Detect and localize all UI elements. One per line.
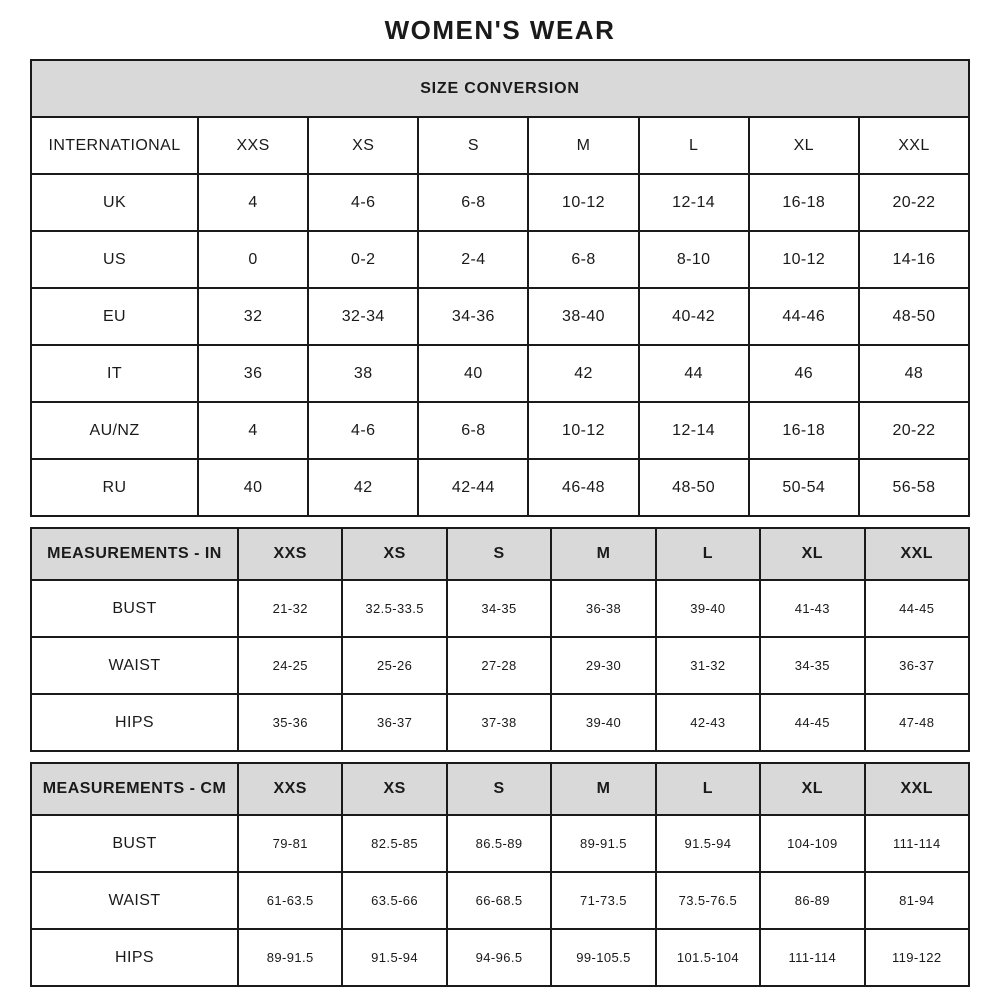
value-cell: 2-4 [418,231,528,288]
value-cell: 0 [198,231,308,288]
value-cell: 63.5-66 [342,872,446,929]
value-cell: 21-32 [238,580,342,637]
row-label-cell: UK [31,174,198,231]
value-cell: 81-94 [865,872,969,929]
value-cell: 6-8 [528,231,638,288]
value-cell: 44-45 [760,694,864,751]
size-chart-page [30,0,970,987]
value-cell: 4 [198,174,308,231]
value-cell: 39-40 [656,580,760,637]
page-title: WOMEN'S WEAR [384,15,616,45]
value-cell: 41-43 [760,580,864,637]
value-cell: 10-12 [749,231,859,288]
row-label-cell: HIPS [31,929,238,986]
value-cell: 48 [859,345,969,402]
value-cell: 34-35 [447,580,551,637]
value-cell: 34-36 [418,288,528,345]
column-header-cell: M [551,528,655,580]
value-cell: 6-8 [418,174,528,231]
column-header-cell: L [639,117,749,174]
row-label-cell: IT [31,345,198,402]
measurements-in-table [30,527,970,752]
value-cell: 46 [749,345,859,402]
table-row [31,459,969,516]
value-cell: 24-25 [238,637,342,694]
row-label-cell: HIPS [31,694,238,751]
column-header-cell: XL [760,528,864,580]
row-label-cell: WAIST [31,637,238,694]
value-cell: 89-91.5 [238,929,342,986]
value-cell: 16-18 [749,402,859,459]
value-cell: 46-48 [528,459,638,516]
value-cell: 25-26 [342,637,446,694]
table-row [31,872,969,929]
row-label-cell: WAIST [31,872,238,929]
value-cell: 86-89 [760,872,864,929]
value-cell: 12-14 [639,174,749,231]
value-cell: 20-22 [859,174,969,231]
column-header-cell: L [656,528,760,580]
column-header-row [31,763,969,815]
row-label-cell: BUST [31,580,238,637]
value-cell: 35-36 [238,694,342,751]
column-header-cell: XS [342,528,446,580]
value-cell: 44 [639,345,749,402]
column-header-row [31,528,969,580]
value-cell: 42 [308,459,418,516]
value-cell: 82.5-85 [342,815,446,872]
value-cell: 0-2 [308,231,418,288]
value-cell: 40 [198,459,308,516]
value-cell: 101.5-104 [656,929,760,986]
value-cell: 32.5-33.5 [342,580,446,637]
value-cell: 44-45 [865,580,969,637]
value-cell: 36-38 [551,580,655,637]
value-cell: 111-114 [865,815,969,872]
column-header-cell: S [418,117,528,174]
table-row [31,174,969,231]
column-header-cell: XXS [198,117,308,174]
value-cell: 94-96.5 [447,929,551,986]
table-row [31,929,969,986]
value-cell: 4-6 [308,402,418,459]
value-cell: 12-14 [639,402,749,459]
value-cell: 27-28 [447,637,551,694]
value-cell: 42-43 [656,694,760,751]
value-cell: 36-37 [865,637,969,694]
value-cell: 4 [198,402,308,459]
value-cell: 99-105.5 [551,929,655,986]
value-cell: 91.5-94 [342,929,446,986]
table-row [31,402,969,459]
column-header-cell: XL [760,763,864,815]
table-row [31,288,969,345]
column-header-row [31,117,969,174]
column-header-cell: M [551,763,655,815]
value-cell: 29-30 [551,637,655,694]
column-header-cell: XXL [859,117,969,174]
value-cell: 86.5-89 [447,815,551,872]
value-cell: 79-81 [238,815,342,872]
value-cell: 16-18 [749,174,859,231]
column-header-cell: XXS [238,528,342,580]
value-cell: 10-12 [528,174,638,231]
column-header-cell: L [656,763,760,815]
row-label-cell: US [31,231,198,288]
value-cell: 104-109 [760,815,864,872]
table-title-cell: MEASUREMENTS - CM [31,763,238,815]
value-cell: 32 [198,288,308,345]
table-row [31,637,969,694]
value-cell: 4-6 [308,174,418,231]
column-header-cell: S [447,763,551,815]
value-cell: 91.5-94 [656,815,760,872]
table-row [31,815,969,872]
table-row [31,345,969,402]
value-cell: 14-16 [859,231,969,288]
value-cell: 42 [528,345,638,402]
value-cell: 38 [308,345,418,402]
value-cell: 39-40 [551,694,655,751]
column-header-cell: M [528,117,638,174]
value-cell: 119-122 [865,929,969,986]
table-banner-row [31,60,969,117]
value-cell: 111-114 [760,929,864,986]
value-cell: 71-73.5 [551,872,655,929]
row-label-cell: RU [31,459,198,516]
table-title-cell: INTERNATIONAL [31,117,198,174]
value-cell: 73.5-76.5 [656,872,760,929]
column-header-cell: S [447,528,551,580]
column-header-cell: XL [749,117,859,174]
value-cell: 47-48 [865,694,969,751]
row-label-cell: EU [31,288,198,345]
value-cell: 10-12 [528,402,638,459]
value-cell: 20-22 [859,402,969,459]
value-cell: 8-10 [639,231,749,288]
value-cell: 36 [198,345,308,402]
value-cell: 56-58 [859,459,969,516]
value-cell: 34-35 [760,637,864,694]
value-cell: 37-38 [447,694,551,751]
measurements-cm-table [30,762,970,987]
table-title-cell: MEASUREMENTS - IN [31,528,238,580]
column-header-cell: XS [342,763,446,815]
value-cell: 48-50 [859,288,969,345]
column-header-cell: XS [308,117,418,174]
table-row [31,231,969,288]
table-banner-cell: SIZE CONVERSION [31,60,969,117]
value-cell: 44-46 [749,288,859,345]
value-cell: 40-42 [639,288,749,345]
value-cell: 48-50 [639,459,749,516]
column-header-cell: XXL [865,528,969,580]
column-header-cell: XXS [238,763,342,815]
table-row [31,580,969,637]
value-cell: 40 [418,345,528,402]
value-cell: 42-44 [418,459,528,516]
size-conversion-table [30,59,970,517]
value-cell: 61-63.5 [238,872,342,929]
value-cell: 66-68.5 [447,872,551,929]
value-cell: 36-37 [342,694,446,751]
value-cell: 38-40 [528,288,638,345]
value-cell: 31-32 [656,637,760,694]
column-header-cell: XXL [865,763,969,815]
value-cell: 6-8 [418,402,528,459]
value-cell: 32-34 [308,288,418,345]
value-cell: 89-91.5 [551,815,655,872]
value-cell: 50-54 [749,459,859,516]
table-row [31,694,969,751]
row-label-cell: BUST [31,815,238,872]
row-label-cell: AU/NZ [31,402,198,459]
